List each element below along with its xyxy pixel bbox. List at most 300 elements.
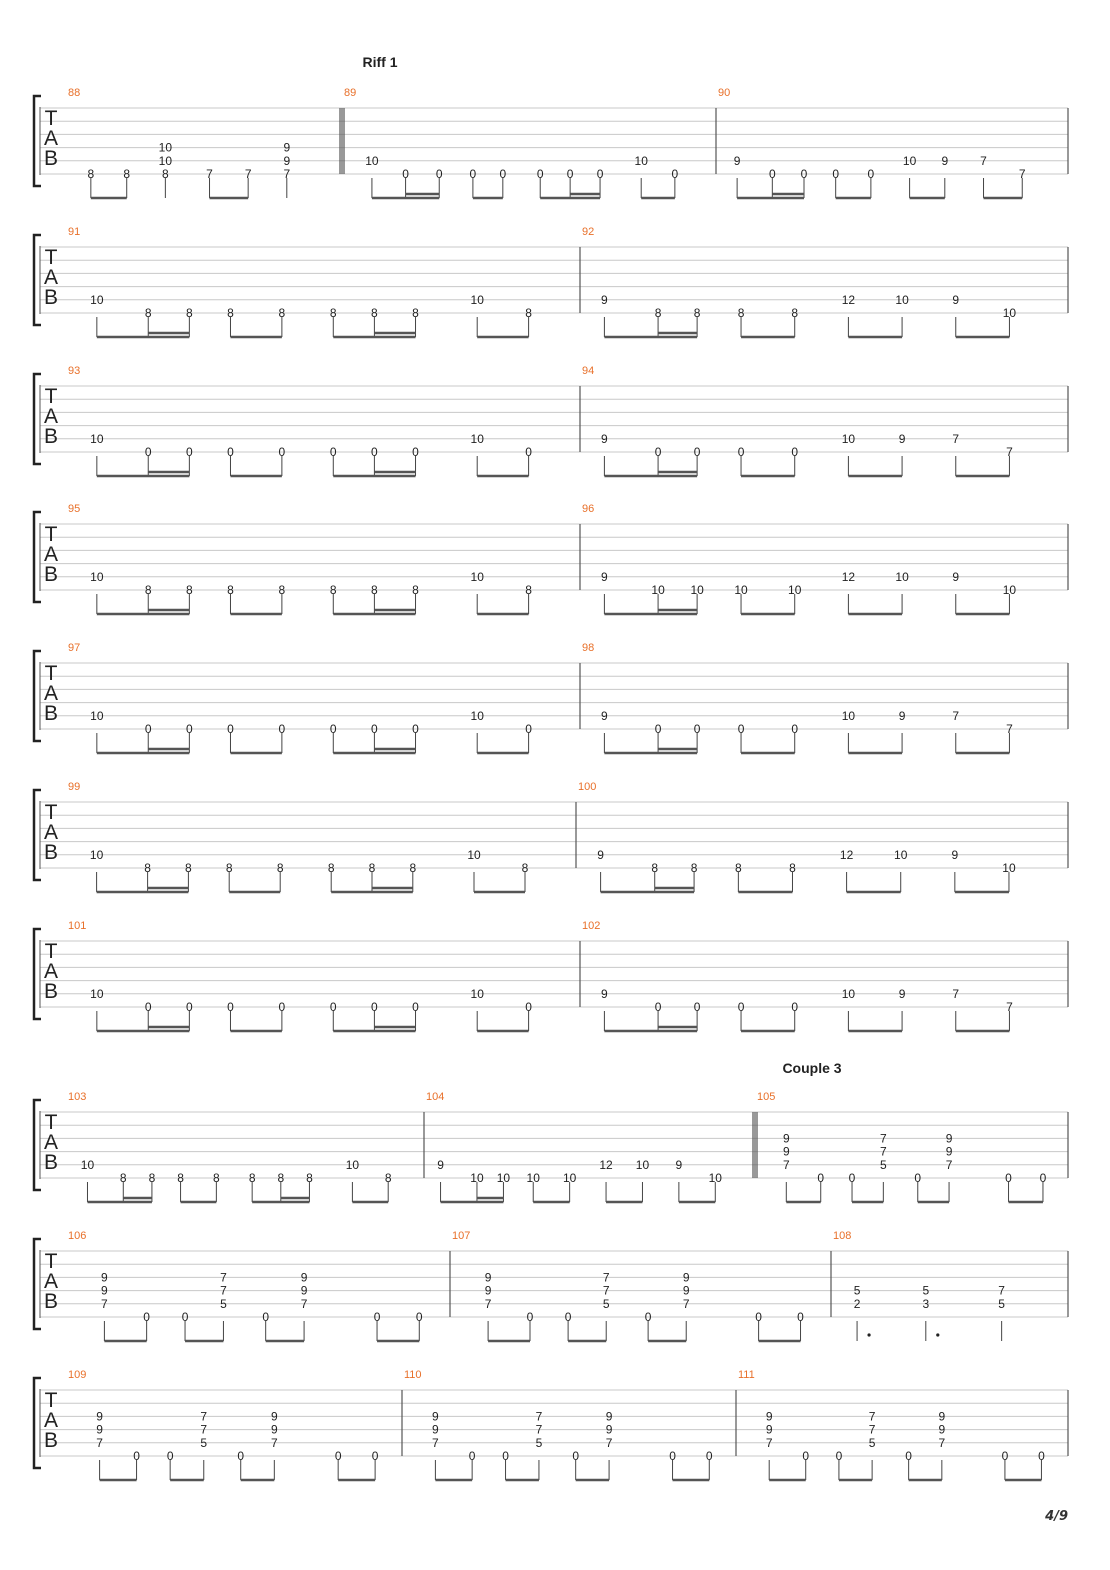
fret-number: 0 xyxy=(499,167,507,181)
fret-number: 8 xyxy=(144,583,152,597)
section-label: Couple 3 xyxy=(782,1060,842,1076)
fret-number: 7 xyxy=(765,1435,773,1450)
page-number: 4/9 xyxy=(1045,1509,1068,1524)
fret-number: 9 xyxy=(484,1283,492,1298)
tab-clef-letter: T xyxy=(44,1111,58,1134)
fret-number: 9 xyxy=(96,1422,103,1437)
fret-number: 9 xyxy=(682,1283,690,1298)
fret-number: 9 xyxy=(898,431,906,446)
fret-number: 0 xyxy=(797,1310,804,1324)
fret-number: 8 xyxy=(654,306,662,320)
fret-number: 8 xyxy=(384,1171,392,1185)
fret-number: 7 xyxy=(484,1296,492,1311)
fret-number: 0 xyxy=(278,722,286,736)
tab-clef-letter: B xyxy=(43,702,59,725)
fret-number: 10 xyxy=(841,708,856,723)
fret-number: 12 xyxy=(599,1157,613,1172)
fret-number: 8 xyxy=(327,861,335,875)
tab-clef-letter: A xyxy=(43,1270,59,1293)
measure-number: 109 xyxy=(68,1369,87,1381)
fret-number: 9 xyxy=(601,569,608,584)
fret-number: 0 xyxy=(525,1000,532,1014)
fret-number: 0 xyxy=(186,445,193,459)
section-label: Riff 1 xyxy=(362,54,398,70)
fret-number: 0 xyxy=(669,1449,676,1463)
fret-number: 9 xyxy=(432,1409,439,1424)
measure-number: 94 xyxy=(582,365,595,377)
fret-number: 10 xyxy=(690,583,704,597)
fret-number: 0 xyxy=(832,167,840,181)
tab-clef-letter: T xyxy=(44,523,58,546)
fret-number: 9 xyxy=(938,1409,946,1424)
fret-number: 8 xyxy=(737,306,745,320)
fret-number: 0 xyxy=(1001,1449,1009,1463)
measure-number: 102 xyxy=(582,920,601,932)
fret-number: 8 xyxy=(277,1171,285,1185)
fret-number: 0 xyxy=(402,167,409,181)
fret-number: 8 xyxy=(227,306,234,320)
fret-number: 9 xyxy=(605,1422,613,1437)
fret-number: 10 xyxy=(895,292,909,307)
measure-number: 92 xyxy=(582,226,595,238)
fret-number: 7 xyxy=(200,1409,208,1424)
fret-number: 9 xyxy=(951,847,959,862)
fret-number: 5 xyxy=(998,1296,1005,1311)
fret-number: 7 xyxy=(244,167,252,181)
tab-clef-letter: A xyxy=(43,543,59,566)
fret-number: 10 xyxy=(562,1171,577,1185)
tab-clef-letter: T xyxy=(44,107,58,130)
fret-number: 12 xyxy=(841,569,856,584)
fret-number: 0 xyxy=(791,722,799,736)
tab-clef-letter: A xyxy=(43,821,59,844)
fret-number: 8 xyxy=(371,583,378,597)
measure-number: 100 xyxy=(578,781,597,793)
fret-number: 0 xyxy=(835,1449,843,1463)
tab-clef-letter: B xyxy=(43,147,59,170)
fret-number: 0 xyxy=(1039,1171,1047,1185)
fret-number: 0 xyxy=(572,1449,580,1463)
fret-number: 10 xyxy=(1002,583,1017,597)
fret-number: 8 xyxy=(225,861,233,875)
fret-number: 10 xyxy=(365,153,379,168)
fret-number: 0 xyxy=(227,722,234,736)
fret-number: 8 xyxy=(329,306,337,320)
fret-number: 7 xyxy=(938,1435,946,1450)
fret-number: 0 xyxy=(144,722,152,736)
fret-number: 10 xyxy=(158,140,173,155)
fret-number: 10 xyxy=(651,583,665,597)
fret-number: 0 xyxy=(654,722,662,736)
tab-clef-letter: A xyxy=(43,960,59,983)
fret-number: 9 xyxy=(300,1283,308,1298)
fret-number: 0 xyxy=(227,1000,234,1014)
fret-number: 9 xyxy=(675,1157,683,1172)
fret-number: 9 xyxy=(270,1422,278,1437)
fret-number: 8 xyxy=(213,1171,220,1185)
fret-number: 7 xyxy=(206,167,213,181)
fret-number: 9 xyxy=(96,1409,103,1424)
fret-number: 8 xyxy=(144,861,151,875)
fret-number: 5 xyxy=(868,1435,876,1450)
fret-number: 10 xyxy=(734,583,748,597)
fret-number: 0 xyxy=(905,1449,912,1463)
fret-number: 8 xyxy=(409,861,417,875)
fret-number: 0 xyxy=(564,1310,572,1324)
fret-number: 7 xyxy=(945,1157,953,1172)
fret-number: 10 xyxy=(470,1171,484,1185)
tab-clef-letter: T xyxy=(44,246,58,269)
fret-number: 0 xyxy=(737,722,745,736)
measure-number: 91 xyxy=(68,226,81,238)
fret-number: 5 xyxy=(853,1283,861,1298)
fret-number: 5 xyxy=(220,1296,227,1311)
fret-number: 0 xyxy=(415,1310,423,1324)
fret-number: 5 xyxy=(602,1296,610,1311)
fret-number: 8 xyxy=(412,306,419,320)
fret-number: 7 xyxy=(868,1409,876,1424)
fret-number: 7 xyxy=(535,1422,543,1437)
fret-number: 10 xyxy=(895,569,909,584)
fret-number: 10 xyxy=(90,708,104,723)
measure-number: 90 xyxy=(718,87,731,99)
fret-number: 9 xyxy=(765,1422,773,1437)
fret-number: 9 xyxy=(605,1409,613,1424)
tab-clef-letter: B xyxy=(43,1151,59,1174)
fret-number: 7 xyxy=(1018,167,1026,181)
measure-number: 108 xyxy=(833,1230,852,1242)
fret-number: 0 xyxy=(144,1000,152,1014)
fret-number: 0 xyxy=(848,1171,856,1185)
fret-number: 7 xyxy=(535,1409,543,1424)
measure-number: 93 xyxy=(68,365,81,377)
fret-number: 9 xyxy=(283,140,291,155)
fret-number: 0 xyxy=(412,445,419,459)
fret-number: 0 xyxy=(755,1310,762,1324)
dot xyxy=(867,1333,870,1336)
fret-number: 0 xyxy=(737,445,745,459)
fret-number: 0 xyxy=(435,167,443,181)
fret-number: 0 xyxy=(526,1310,534,1324)
fret-number: 7 xyxy=(605,1435,613,1450)
measure-number: 101 xyxy=(68,920,87,932)
fret-number: 0 xyxy=(143,1310,150,1324)
fret-number: 8 xyxy=(177,1171,184,1185)
fret-number: 7 xyxy=(220,1270,227,1285)
fret-number: 0 xyxy=(693,1000,701,1014)
fret-number: 7 xyxy=(220,1283,227,1298)
fret-number: 9 xyxy=(300,1270,308,1285)
fret-number: 0 xyxy=(693,722,701,736)
fret-number: 0 xyxy=(791,445,799,459)
fret-number: 8 xyxy=(186,583,193,597)
fret-number: 7 xyxy=(101,1296,108,1311)
fret-number: 5 xyxy=(922,1283,930,1298)
fret-number: 9 xyxy=(952,292,960,307)
fret-number: 7 xyxy=(980,153,987,168)
fret-number: 0 xyxy=(334,1449,342,1463)
fret-number: 0 xyxy=(502,1449,509,1463)
fret-number: 0 xyxy=(525,722,532,736)
fret-number: 10 xyxy=(89,847,104,862)
fret-number: 8 xyxy=(329,583,337,597)
tab-clef-letter: A xyxy=(43,266,59,289)
tab-clef-letter: A xyxy=(43,682,59,705)
fret-number: 10 xyxy=(470,292,484,307)
fret-number: 5 xyxy=(879,1157,887,1172)
fret-number: 0 xyxy=(412,1000,419,1014)
fret-number: 0 xyxy=(705,1449,713,1463)
fret-number: 9 xyxy=(682,1270,690,1285)
fret-number: 8 xyxy=(144,306,152,320)
tab-clef-letter: B xyxy=(43,1290,59,1313)
fret-number: 0 xyxy=(596,167,604,181)
fret-number: 8 xyxy=(525,306,532,320)
measure-number: 99 xyxy=(68,781,81,793)
fret-number: 9 xyxy=(101,1283,108,1298)
fret-number: 8 xyxy=(278,583,286,597)
fret-number: 0 xyxy=(373,1310,381,1324)
fret-number: 7 xyxy=(200,1422,208,1437)
fret-number: 10 xyxy=(470,569,484,584)
fret-number: 7 xyxy=(300,1296,308,1311)
tab-clef-letter: A xyxy=(43,1131,59,1154)
fret-number: 10 xyxy=(467,847,481,862)
fret-number: 8 xyxy=(791,306,799,320)
fret-number: 7 xyxy=(432,1435,439,1450)
fret-number: 0 xyxy=(133,1449,140,1463)
fret-number: 8 xyxy=(186,306,193,320)
fret-number: 7 xyxy=(952,431,960,446)
fret-number: 10 xyxy=(470,431,484,446)
fret-number: 8 xyxy=(306,1171,313,1185)
fret-number: 0 xyxy=(817,1171,825,1185)
fret-number: 10 xyxy=(90,569,104,584)
fret-number: 10 xyxy=(902,153,917,168)
tab-clef-letter: B xyxy=(43,425,59,448)
fret-number: 10 xyxy=(708,1171,722,1185)
fret-number: 0 xyxy=(329,445,337,459)
fret-number: 8 xyxy=(412,583,419,597)
fret-number: 12 xyxy=(839,847,854,862)
fret-number: 0 xyxy=(536,167,544,181)
fret-number: 2 xyxy=(853,1296,861,1311)
fret-number: 0 xyxy=(654,1000,662,1014)
fret-number: 10 xyxy=(80,1157,95,1172)
fret-number: 7 xyxy=(270,1435,278,1450)
fret-number: 0 xyxy=(644,1310,652,1324)
fret-number: 10 xyxy=(1002,306,1017,320)
fret-number: 10 xyxy=(841,431,856,446)
fret-number: 9 xyxy=(941,153,949,168)
fret-number: 7 xyxy=(682,1296,690,1311)
fret-number: 9 xyxy=(733,153,741,168)
tab-clef-letter: B xyxy=(43,563,59,586)
tab-clef-letter: T xyxy=(44,1250,58,1273)
measure-number: 105 xyxy=(757,1091,776,1103)
fret-number: 10 xyxy=(788,583,802,597)
fret-number: 0 xyxy=(227,445,234,459)
fret-number: 12 xyxy=(841,292,856,307)
measure-number: 103 xyxy=(68,1091,87,1103)
fret-number: 7 xyxy=(782,1157,790,1172)
fret-number: 0 xyxy=(144,445,152,459)
fret-number: 10 xyxy=(635,1157,650,1172)
fret-number: 0 xyxy=(768,167,776,181)
fret-number: 7 xyxy=(952,708,960,723)
fret-number: 0 xyxy=(469,167,477,181)
measure-number: 110 xyxy=(404,1369,422,1381)
fret-number: 0 xyxy=(914,1171,922,1185)
tab-clef-letter: T xyxy=(44,801,58,824)
fret-number: 0 xyxy=(166,1449,174,1463)
fret-number: 7 xyxy=(879,1131,887,1146)
fret-number: 9 xyxy=(283,153,291,168)
fret-number: 0 xyxy=(791,1000,799,1014)
fret-number: 0 xyxy=(1005,1171,1012,1185)
fret-number: 9 xyxy=(782,1144,790,1159)
measure-number: 111 xyxy=(738,1369,755,1381)
fret-number: 0 xyxy=(737,1000,745,1014)
fret-number: 0 xyxy=(867,167,875,181)
fret-number: 9 xyxy=(101,1270,108,1285)
fret-number: 0 xyxy=(693,445,701,459)
fret-number: 8 xyxy=(690,861,698,875)
fret-number: 9 xyxy=(601,708,608,723)
tab-clef-letter: A xyxy=(43,127,59,150)
fret-number: 0 xyxy=(802,1449,810,1463)
fret-number: 7 xyxy=(952,986,960,1001)
fret-number: 9 xyxy=(601,986,608,1001)
fret-number: 0 xyxy=(186,1000,193,1014)
fret-number: 9 xyxy=(601,431,608,446)
tab-clef-letter: T xyxy=(44,662,58,685)
fret-number: 8 xyxy=(227,583,234,597)
fret-number: 0 xyxy=(329,1000,337,1014)
tab-clef-letter: A xyxy=(43,1409,59,1432)
fret-number: 0 xyxy=(371,1000,378,1014)
fret-number: 8 xyxy=(693,306,701,320)
fret-number: 10 xyxy=(841,986,856,1001)
fret-number: 9 xyxy=(437,1157,444,1172)
fret-number: 0 xyxy=(278,445,286,459)
fret-number: 8 xyxy=(148,1171,156,1185)
fret-number: 8 xyxy=(651,861,659,875)
measure-number: 98 xyxy=(582,642,595,654)
fret-number: 9 xyxy=(945,1131,953,1146)
fret-number: 0 xyxy=(671,167,679,181)
fret-number: 10 xyxy=(496,1171,511,1185)
fret-number: 0 xyxy=(371,722,378,736)
measure-number: 95 xyxy=(68,503,81,515)
fret-number: 9 xyxy=(782,1131,790,1146)
fret-number: 9 xyxy=(945,1144,953,1159)
fret-number: 0 xyxy=(278,1000,286,1014)
fret-number: 10 xyxy=(526,1171,540,1185)
fret-number: 10 xyxy=(90,986,104,1001)
fret-number: 8 xyxy=(123,167,131,181)
fret-number: 10 xyxy=(90,431,104,446)
fret-number: 7 xyxy=(1006,1000,1013,1014)
fret-number: 10 xyxy=(470,708,484,723)
tab-clef-letter: T xyxy=(44,385,58,408)
fret-number: 10 xyxy=(470,986,484,1001)
fret-number: 8 xyxy=(521,861,529,875)
fret-number: 10 xyxy=(634,153,648,168)
fret-number: 9 xyxy=(484,1270,492,1285)
fret-number: 0 xyxy=(412,722,419,736)
fret-number: 0 xyxy=(181,1310,189,1324)
fret-number: 0 xyxy=(237,1449,245,1463)
tab-clef-letter: T xyxy=(44,1389,58,1412)
fret-number: 0 xyxy=(329,722,337,736)
tab-clef-letter: B xyxy=(43,1429,59,1452)
measure-number: 106 xyxy=(68,1230,87,1242)
measure-number: 96 xyxy=(582,503,595,515)
fret-number: 0 xyxy=(468,1449,476,1463)
tab-clef-letter: T xyxy=(44,940,58,963)
fret-number: 8 xyxy=(119,1171,127,1185)
fret-number: 5 xyxy=(535,1435,543,1450)
fret-number: 10 xyxy=(90,292,104,307)
fret-number: 0 xyxy=(566,167,574,181)
fret-number: 7 xyxy=(602,1270,610,1285)
measure-number: 89 xyxy=(344,87,357,99)
fret-number: 9 xyxy=(952,569,960,584)
fret-number: 8 xyxy=(278,306,286,320)
fret-number: 7 xyxy=(602,1283,610,1298)
fret-number: 8 xyxy=(185,861,192,875)
measure-number: 88 xyxy=(68,87,81,99)
fret-number: 0 xyxy=(800,167,808,181)
fret-number: 0 xyxy=(1038,1449,1045,1463)
fret-number: 8 xyxy=(276,861,284,875)
fret-number: 10 xyxy=(1002,861,1016,875)
fret-number: 8 xyxy=(371,306,378,320)
fret-number: 0 xyxy=(654,445,662,459)
tab-clef-letter: B xyxy=(43,980,59,1003)
fret-number: 8 xyxy=(735,861,742,875)
fret-number: 0 xyxy=(371,1449,379,1463)
fret-number: 8 xyxy=(368,861,376,875)
fret-number: 9 xyxy=(898,708,906,723)
measure-number: 107 xyxy=(452,1230,471,1242)
fret-number: 0 xyxy=(186,722,193,736)
fret-number: 9 xyxy=(270,1409,278,1424)
fret-number: 9 xyxy=(938,1422,946,1437)
fret-number: 10 xyxy=(158,153,173,168)
fret-number: 8 xyxy=(162,167,169,181)
measure-number: 97 xyxy=(68,642,81,654)
tab-clef-letter: B xyxy=(43,286,59,309)
fret-number: 9 xyxy=(432,1422,439,1437)
fret-number: 7 xyxy=(283,167,291,181)
fret-number: 5 xyxy=(200,1435,208,1450)
fret-number: 9 xyxy=(597,847,604,862)
fret-number: 7 xyxy=(1006,722,1013,736)
tab-clef-letter: B xyxy=(43,841,59,864)
fret-number: 3 xyxy=(922,1296,930,1311)
fret-number: 9 xyxy=(601,292,608,307)
fret-number: 7 xyxy=(998,1283,1005,1298)
fret-number: 8 xyxy=(525,583,532,597)
fret-number: 0 xyxy=(525,445,532,459)
fret-number: 7 xyxy=(1006,445,1013,459)
fret-number: 8 xyxy=(789,861,796,875)
fret-number: 8 xyxy=(87,167,95,181)
fret-number: 7 xyxy=(868,1422,876,1437)
fret-number: 9 xyxy=(765,1409,773,1424)
